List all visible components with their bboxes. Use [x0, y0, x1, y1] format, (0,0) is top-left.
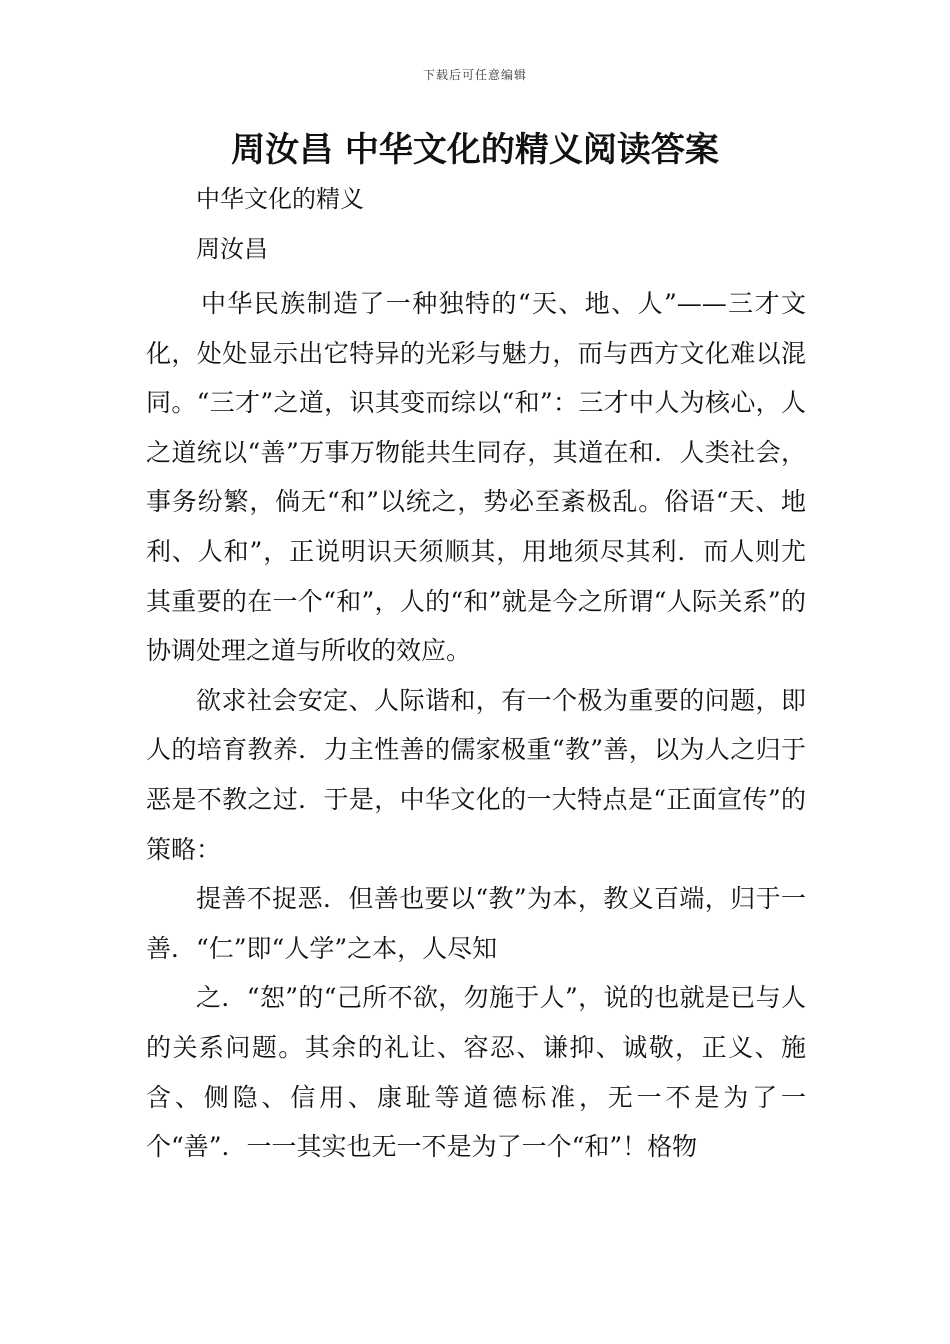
- article-body: [146, 279, 806, 1172]
- document-title: 周汝昌 中华文化的精义阅读答案: [231, 130, 719, 170]
- author-name: 周汝昌: [196, 235, 268, 263]
- paragraph-4: 之．“恕”的“己所不欲，勿施于人”，说的也就是已与人的关系问题。其余的礼让、容忍、谦抑、诚敬，正义、施含、侧隐、信用、康耻等道德标准，无一不是为了一个“善”．一一其实也无一不是为了一个“和”！格物: [146, 983, 806, 1162]
- header-note: 下载后可任意编辑: [422, 68, 527, 82]
- paragraph-2: 欲求社会安定、人际谐和，有一个极为重要的问题，即人的培育教养．力主性善的儒家极重“教”善，以为人之归于恶是不教之过．于是，中华文化的一大特点是“正面宣传”的策略：: [146, 685, 806, 864]
- article-title: 中华文化的精义: [196, 185, 364, 213]
- paragraph-1: 中华民族制造了一种独特的“天、地、人”——三才文化，处处显示出它特异的光彩与魅力，而与西方文化难以混同。“三才”之道，识其变而综以“和”：三才中人为核心，人之道统以“善”万事万物能共生同存，其道在和．人类社会，事务纷繁，倘无“和”以统之，势必至紊极乱。俗语“天、地利、人和”，正说明识天须顺其，用地须尽其利．而人则尤其重要的在一个“和”，人的“和”就是今之所谓“人际关系”的协调处理之道与所收的效应。: [146, 289, 806, 666]
- paragraph-3: 提善不捉恶．但善也要以“教”为本，教义百端，归于一善．“仁”即“人学”之本，人尽知: [146, 884, 806, 963]
